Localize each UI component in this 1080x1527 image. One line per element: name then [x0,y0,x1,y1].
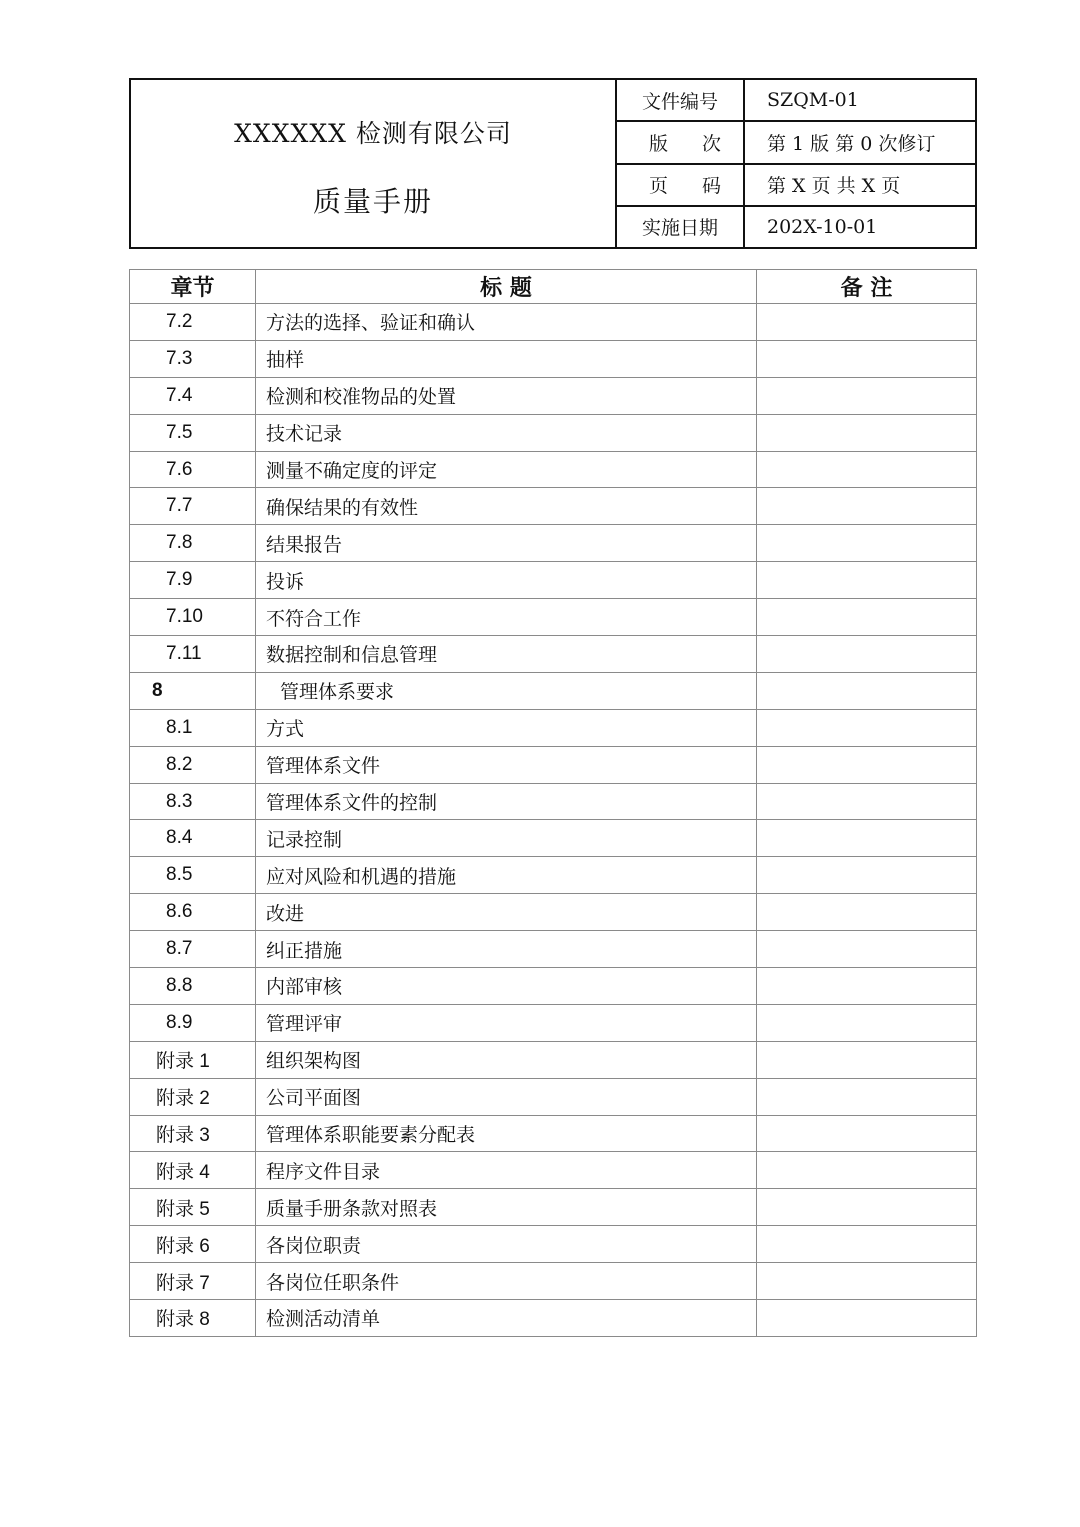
document-title: 质量手册 [312,184,433,218]
chapter-cell: 7.9 [130,562,256,599]
chapter-cell: 附录 4 [130,1152,256,1189]
title-cell: 检测和校准物品的处置 [256,377,757,414]
table-row [130,709,977,746]
table-row [130,820,977,857]
chapter-cell: 8.4 [130,820,256,857]
meta-value: 第 X 页 共 X 页 [767,175,901,198]
title-cell: 不符合工作 [256,599,757,636]
remark-cell [757,636,977,673]
table-row [130,340,977,377]
remark-cell [757,488,977,525]
meta-label [617,122,745,162]
chapter-cell: 7.2 [130,304,256,341]
table-row [130,525,977,562]
meta-value: 202X-10-01 [767,215,878,238]
chapter-cell: 7.3 [130,340,256,377]
chapter-cell: 附录 1 [130,1041,256,1078]
meta-row-version [617,122,975,164]
remark-cell [757,894,977,931]
title-cell: 改进 [256,894,757,931]
table-row [130,599,977,636]
remark-cell [757,709,977,746]
title-cell: 质量手册条款对照表 [256,1189,757,1226]
title-cell: 技术记录 [256,414,757,451]
chapter-cell: 7.7 [130,488,256,525]
remark-cell [757,968,977,1005]
chapter-cell: 8.5 [130,857,256,894]
remark-cell [757,1300,977,1337]
column-header-title: 标 题 [256,270,757,304]
remark-cell [757,525,977,562]
table-row [130,1004,977,1041]
remark-cell [757,1004,977,1041]
meta-row-file-number [617,80,975,122]
header-title-block [131,80,617,247]
title-cell: 程序文件目录 [256,1152,757,1189]
chapter-cell: 附录 6 [130,1226,256,1263]
remark-cell [757,414,977,451]
meta-row-effective-date [617,207,975,247]
title-cell: 管理体系文件 [256,746,757,783]
chapter-cell: 7.6 [130,451,256,488]
remark-cell [757,1152,977,1189]
chapter-cell: 7.11 [130,636,256,673]
table-row [130,414,977,451]
table-row [130,783,977,820]
table-row [130,1041,977,1078]
table-row [130,377,977,414]
table-row [130,636,977,673]
meta-label-part: 次 [701,132,721,155]
table-row [130,1189,977,1226]
table-row [130,488,977,525]
table-row [130,894,977,931]
remark-cell [757,599,977,636]
chapter-cell: 附录 8 [130,1300,256,1337]
table-row [130,1226,977,1263]
meta-label-part: 版 [649,132,669,155]
table-row [130,672,977,709]
title-cell: 管理体系要求 [256,672,757,709]
remark-cell [757,746,977,783]
chapter-cell: 8.2 [130,746,256,783]
remark-cell [757,1078,977,1115]
chapter-cell: 附录 7 [130,1263,256,1300]
title-cell: 检测活动清单 [256,1300,757,1337]
title-cell: 管理体系职能要素分配表 [256,1115,757,1152]
column-header-chapter: 章节 [130,270,256,304]
table-row [130,968,977,1005]
title-cell: 测量不确定度的评定 [256,451,757,488]
document-header [129,78,977,249]
remark-cell [757,820,977,857]
chapter-cell: 8.6 [130,894,256,931]
meta-label: 文件编号 [617,80,745,120]
title-cell: 应对风险和机遇的措施 [256,857,757,894]
title-cell: 数据控制和信息管理 [256,636,757,673]
remark-cell [757,1041,977,1078]
title-cell: 记录控制 [256,820,757,857]
table-row [130,562,977,599]
title-cell: 内部审核 [256,968,757,1005]
chapter-cell: 附录 3 [130,1115,256,1152]
meta-label: 实施日期 [617,207,745,247]
title-cell: 投诉 [256,562,757,599]
remark-cell [757,562,977,599]
chapter-cell: 8 [130,672,256,709]
meta-value: SZQM-01 [767,89,859,112]
table-row [130,931,977,968]
table-of-contents [129,269,977,1337]
chapter-cell: 7.8 [130,525,256,562]
remark-cell [757,1226,977,1263]
remark-cell [757,1115,977,1152]
meta-label [617,165,745,205]
title-cell: 公司平面图 [256,1078,757,1115]
meta-label-part: 页 [649,175,669,198]
table-row [130,1263,977,1300]
remark-cell [757,931,977,968]
meta-value: 第 1 版 第 0 次修订 [767,132,936,155]
title-cell: 确保结果的有效性 [256,488,757,525]
chapter-cell: 8.1 [130,709,256,746]
remark-cell [757,340,977,377]
toc-header-row [130,270,977,304]
chapter-cell: 8.7 [130,931,256,968]
title-cell: 抽样 [256,340,757,377]
chapter-cell: 8.8 [130,968,256,1005]
remark-cell [757,857,977,894]
chapter-cell: 附录 5 [130,1189,256,1226]
chapter-cell: 8.3 [130,783,256,820]
table-row [130,1300,977,1337]
chapter-cell: 7.5 [130,414,256,451]
remark-cell [757,451,977,488]
company-name: XXXXXX 检测有限公司 [234,118,512,148]
remark-cell [757,1263,977,1300]
column-header-remark: 备 注 [757,270,977,304]
table-row [130,1115,977,1152]
toc-body [130,304,977,1337]
remark-cell [757,1189,977,1226]
meta-label-part: 码 [701,175,721,198]
title-cell: 结果报告 [256,525,757,562]
title-cell: 方式 [256,709,757,746]
title-cell: 各岗位职责 [256,1226,757,1263]
remark-cell [757,304,977,341]
meta-row-page [617,165,975,207]
chapter-cell: 8.9 [130,1004,256,1041]
chapter-cell: 7.10 [130,599,256,636]
table-row [130,1152,977,1189]
title-cell: 管理体系文件的控制 [256,783,757,820]
title-cell: 管理评审 [256,1004,757,1041]
table-row [130,451,977,488]
chapter-cell: 附录 2 [130,1078,256,1115]
chapter-cell: 7.4 [130,377,256,414]
title-cell: 组织架构图 [256,1041,757,1078]
title-cell: 各岗位任职条件 [256,1263,757,1300]
title-cell: 纠正措施 [256,931,757,968]
table-row [130,304,977,341]
table-row [130,746,977,783]
table-row [130,857,977,894]
title-cell: 方法的选择、验证和确认 [256,304,757,341]
remark-cell [757,783,977,820]
header-meta-block [617,80,975,247]
table-row [130,1078,977,1115]
remark-cell [757,672,977,709]
remark-cell [757,377,977,414]
